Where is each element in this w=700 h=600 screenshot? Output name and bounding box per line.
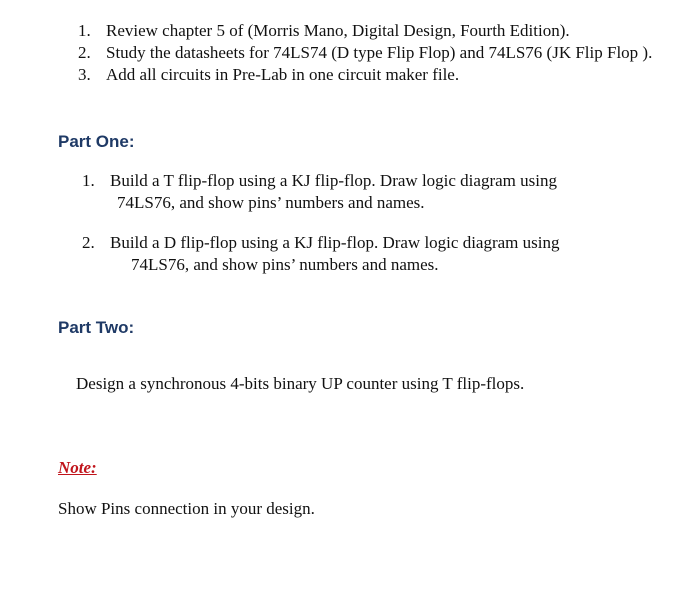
list-text: Study the datasheets for 74LS74 (D type Flip Flop) and 74LS76 (JK Flip Flop ). (106, 43, 653, 62)
note-text: Show Pins connection in your design. (58, 499, 315, 518)
part-two-text: Design a synchronous 4-bits binary UP counter using T flip-flops. (76, 374, 525, 393)
task-text-line2: 74LS76, and show pins’ numbers and names. (117, 193, 425, 212)
part-one-task (82, 170, 642, 214)
prelab-list-item (78, 20, 693, 42)
part-one-task (82, 232, 642, 276)
note-label: Note: (58, 458, 97, 477)
task-number: 2. (82, 233, 95, 252)
task-number: 1. (82, 171, 95, 190)
task-text-line1: Build a T flip-flop using a KJ flip-flop. Draw logic diagram using (110, 171, 557, 190)
prelab-list (78, 20, 693, 86)
list-text: Add all circuits in Pre-Lab in one circuit maker file. (106, 65, 460, 84)
prelab-list-item (78, 42, 693, 64)
task-text-line2: 74LS76, and show pins’ numbers and names. (131, 255, 439, 274)
prelab-list-item (78, 64, 693, 86)
part-two-heading: Part Two: (58, 318, 135, 337)
list-number: 3. (78, 65, 91, 84)
task-text-line1: Build a D flip-flop using a KJ flip-flop. Draw logic diagram using (110, 233, 560, 252)
list-number: 2. (78, 43, 91, 62)
part-one-heading: Part One: (58, 132, 135, 151)
list-number: 1. (78, 21, 91, 40)
list-text: Review chapter 5 of (Morris Mano, Digital Design, Fourth Edition). (106, 21, 570, 40)
